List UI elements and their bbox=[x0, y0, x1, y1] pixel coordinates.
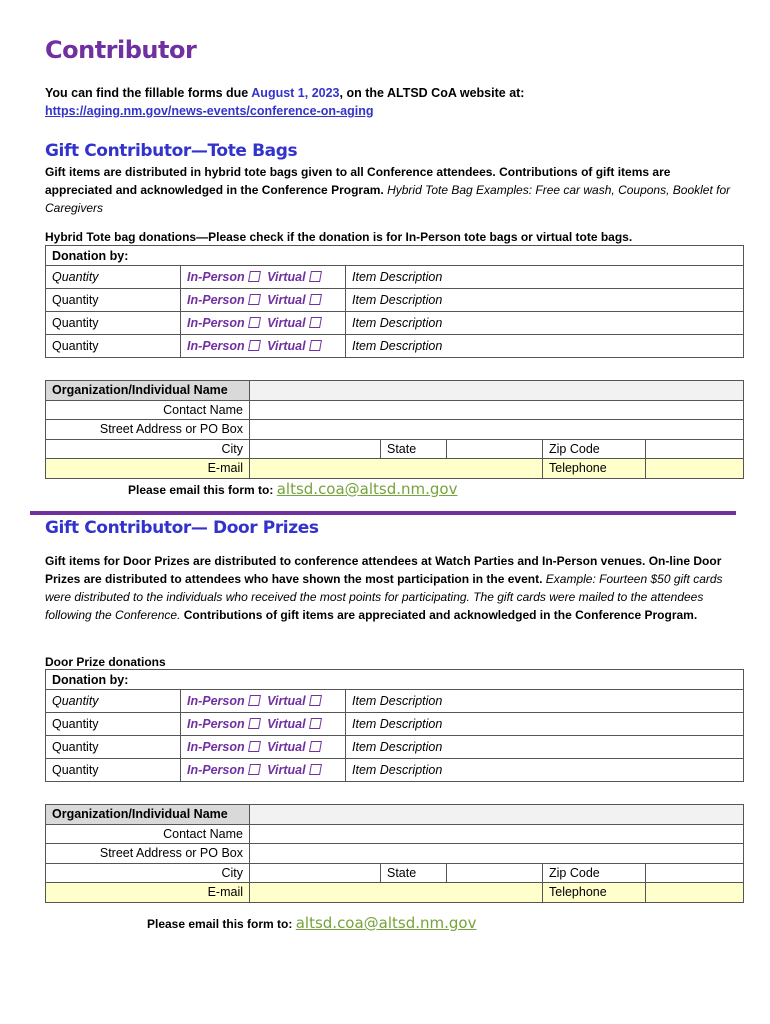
due-date: August 1, 2023 bbox=[251, 86, 340, 100]
zip-field[interactable] bbox=[646, 439, 744, 459]
virtual-checkbox[interactable] bbox=[309, 695, 322, 706]
telephone-label: Telephone bbox=[543, 883, 646, 903]
tote-org-table bbox=[45, 380, 744, 479]
item-description-label: Item Description bbox=[346, 312, 466, 335]
tote-para-bold: Gift items are distributed in hybrid tote bags given to all Conference attendees. Contributions of gift items are appreciated and acknowledged in the Conference Program. bbox=[45, 165, 671, 197]
altsd-coa-link[interactable]: https://aging.nm.gov/news-events/conference-on-aging bbox=[45, 104, 374, 118]
email-field[interactable] bbox=[250, 459, 543, 479]
item-description-field[interactable] bbox=[466, 713, 744, 736]
in-person-checkbox[interactable] bbox=[248, 317, 261, 328]
state-field[interactable] bbox=[447, 863, 543, 883]
street-label: Street Address or PO Box bbox=[46, 844, 250, 864]
item-description-label: Item Description bbox=[346, 335, 466, 358]
in-person-label: In-Person bbox=[187, 270, 245, 284]
table-row bbox=[46, 690, 744, 713]
door-donation-table bbox=[45, 669, 744, 782]
in-person-checkbox[interactable] bbox=[248, 271, 261, 282]
email-label: E-mail bbox=[46, 459, 250, 479]
zip-label: Zip Code bbox=[543, 863, 646, 883]
street-field[interactable] bbox=[250, 844, 744, 864]
virtual-checkbox[interactable] bbox=[309, 294, 322, 305]
email-label: E-mail bbox=[46, 883, 250, 903]
table-row bbox=[46, 713, 744, 736]
item-description-label: Item Description bbox=[346, 713, 466, 736]
contact-name-label: Contact Name bbox=[46, 824, 250, 844]
in-person-label: In-Person bbox=[187, 694, 245, 708]
city-field[interactable] bbox=[250, 863, 381, 883]
in-person-label: In-Person bbox=[187, 717, 245, 731]
in-person-label: In-Person bbox=[187, 740, 245, 754]
quantity-field[interactable]: Quantity bbox=[46, 312, 181, 335]
donation-by-label: Donation by: bbox=[46, 246, 744, 266]
virtual-checkbox[interactable] bbox=[309, 317, 322, 328]
in-person-label: In-Person bbox=[187, 763, 245, 777]
item-description-field[interactable] bbox=[466, 289, 744, 312]
in-person-label: In-Person bbox=[187, 316, 245, 330]
telephone-field[interactable] bbox=[646, 459, 744, 479]
door-heading: Gift Contributor— Door Prizes bbox=[45, 518, 319, 538]
item-description-label: Item Description bbox=[346, 690, 466, 713]
door-para-italic: Example: Fourteen $50 gift cards were distributed to the individuals who received the most points for participating. The gift cards were mailed to the attendees following the Conference. bbox=[45, 572, 723, 622]
tote-para-italic: Hybrid Tote Bag Examples: Free car wash, Coupons, Booklet for Caregivers bbox=[45, 183, 731, 215]
virtual-checkbox[interactable] bbox=[309, 340, 322, 351]
item-description-field[interactable] bbox=[466, 759, 744, 782]
item-description-field[interactable] bbox=[466, 266, 744, 289]
state-field[interactable] bbox=[447, 439, 543, 459]
table-row bbox=[46, 759, 744, 782]
quantity-field[interactable]: Quantity bbox=[46, 713, 181, 736]
email-instruction bbox=[147, 914, 477, 932]
email-field[interactable] bbox=[250, 883, 543, 903]
contact-name-field[interactable] bbox=[250, 400, 744, 420]
donation-by-label: Donation by: bbox=[46, 670, 744, 690]
door-paragraph bbox=[45, 552, 735, 624]
virtual-label: Virtual bbox=[267, 740, 306, 754]
intro-line1-post: , on the ALTSD CoA website at: bbox=[339, 86, 525, 100]
in-person-checkbox[interactable] bbox=[248, 340, 261, 351]
email-instruction bbox=[128, 480, 458, 498]
virtual-checkbox[interactable] bbox=[309, 741, 322, 752]
virtual-checkbox[interactable] bbox=[309, 718, 322, 729]
contact-name-field[interactable] bbox=[250, 824, 744, 844]
email-address-link[interactable]: altsd.coa@altsd.nm.gov bbox=[276, 480, 458, 498]
org-name-field[interactable] bbox=[250, 381, 744, 401]
door-prize-label: Door Prize donations bbox=[45, 655, 166, 669]
virtual-checkbox[interactable] bbox=[309, 764, 322, 775]
item-description-field[interactable] bbox=[466, 690, 744, 713]
tote-donation-table bbox=[45, 245, 744, 358]
quantity-field[interactable]: Quantity bbox=[46, 266, 181, 289]
org-name-label: Organization/Individual Name bbox=[46, 381, 250, 401]
item-description-label: Item Description bbox=[346, 266, 466, 289]
zip-label: Zip Code bbox=[543, 439, 646, 459]
section-divider bbox=[30, 511, 736, 515]
state-label: State bbox=[381, 439, 447, 459]
table-row bbox=[46, 266, 744, 289]
email-instruction-label: Please email this form to: bbox=[128, 483, 277, 497]
in-person-checkbox[interactable] bbox=[248, 718, 261, 729]
contact-name-label: Contact Name bbox=[46, 400, 250, 420]
intro-text bbox=[45, 84, 524, 120]
item-description-field[interactable] bbox=[466, 736, 744, 759]
virtual-label: Virtual bbox=[267, 694, 306, 708]
door-para-bold1: Gift items for Door Prizes are distributed to conference attendees at Watch Parties and In-Person venues. On-line Door Prizes are distributed to attendees who have shown the most participation in the event. bbox=[45, 554, 722, 586]
table-row bbox=[46, 312, 744, 335]
virtual-label: Virtual bbox=[267, 270, 306, 284]
email-instruction-label: Please email this form to: bbox=[147, 917, 296, 931]
org-name-field[interactable] bbox=[250, 805, 744, 825]
telephone-field[interactable] bbox=[646, 883, 744, 903]
street-field[interactable] bbox=[250, 420, 744, 440]
street-label: Street Address or PO Box bbox=[46, 420, 250, 440]
in-person-label: In-Person bbox=[187, 339, 245, 353]
quantity-field[interactable]: Quantity bbox=[46, 289, 181, 312]
virtual-label: Virtual bbox=[267, 717, 306, 731]
state-label: State bbox=[381, 863, 447, 883]
item-description-field[interactable] bbox=[466, 335, 744, 358]
zip-field[interactable] bbox=[646, 863, 744, 883]
in-person-checkbox[interactable] bbox=[248, 294, 261, 305]
quantity-field[interactable]: Quantity bbox=[46, 736, 181, 759]
virtual-label: Virtual bbox=[267, 763, 306, 777]
table-row bbox=[46, 335, 744, 358]
in-person-checkbox[interactable] bbox=[248, 741, 261, 752]
intro-line1-pre: You can find the fillable forms due bbox=[45, 86, 252, 100]
virtual-checkbox[interactable] bbox=[309, 271, 322, 282]
city-field[interactable] bbox=[250, 439, 381, 459]
telephone-label: Telephone bbox=[543, 459, 646, 479]
item-description-label: Item Description bbox=[346, 736, 466, 759]
city-label: City bbox=[46, 439, 250, 459]
virtual-label: Virtual bbox=[267, 316, 306, 330]
virtual-label: Virtual bbox=[267, 339, 306, 353]
org-name-label: Organization/Individual Name bbox=[46, 805, 250, 825]
quantity-field[interactable]: Quantity bbox=[46, 335, 181, 358]
page-title: Contributor bbox=[45, 36, 197, 64]
in-person-checkbox[interactable] bbox=[248, 764, 261, 775]
door-para-bold2: Contributions of gift items are appreciated and acknowledged in the Conference Program. bbox=[180, 608, 698, 622]
tote-paragraph bbox=[45, 163, 735, 217]
quantity-field[interactable]: Quantity bbox=[46, 690, 181, 713]
table-row bbox=[46, 736, 744, 759]
virtual-label: Virtual bbox=[267, 293, 306, 307]
city-label: City bbox=[46, 863, 250, 883]
tote-heading: Gift Contributor—Tote Bags bbox=[45, 141, 298, 161]
item-description-field[interactable] bbox=[466, 312, 744, 335]
in-person-checkbox[interactable] bbox=[248, 695, 261, 706]
table-row bbox=[46, 289, 744, 312]
in-person-label: In-Person bbox=[187, 293, 245, 307]
tote-instruction: Hybrid Tote bag donations—Please check if the donation is for In-Person tote bags or virtual tote bags. bbox=[45, 230, 633, 244]
email-address-link[interactable]: altsd.coa@altsd.nm.gov bbox=[295, 914, 477, 932]
item-description-label: Item Description bbox=[346, 289, 466, 312]
quantity-field[interactable]: Quantity bbox=[46, 759, 181, 782]
item-description-label: Item Description bbox=[346, 759, 466, 782]
door-org-table bbox=[45, 804, 744, 903]
